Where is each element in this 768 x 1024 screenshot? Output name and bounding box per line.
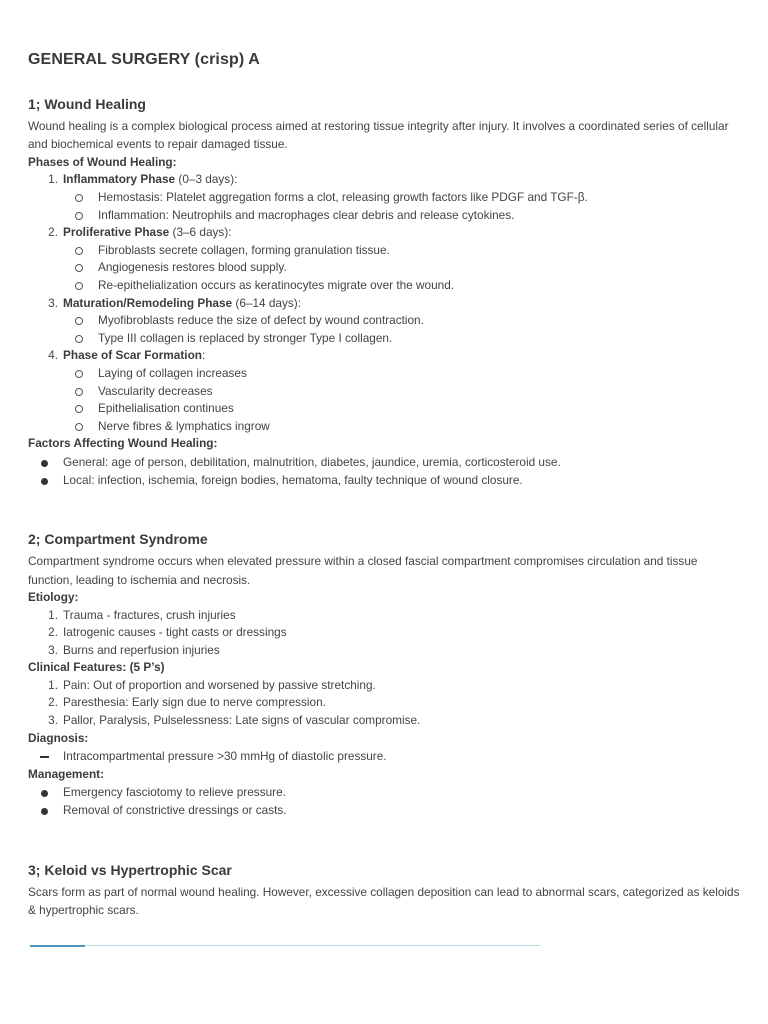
diagnosis-item: Intracompartmental pressure >30 mmHg of diastolic pressure.: [28, 748, 740, 766]
phase-subitem: Type III collagen is replaced by stronger Type I collagen.: [28, 330, 740, 348]
clinical-feature-item: 3. Pallor, Paralysis, Pulselessness: Late signs of vascular compromise.: [48, 713, 421, 728]
wound-healing-intro: Wound healing is a complex biological process aimed at restoring tissue integrity after injury. It involves a coordinated series of cellular and biochemical events to repair damaged tissue.: [28, 119, 729, 152]
compartment-syndrome-intro: Compartment syndrome occurs when elevated pressure within a closed fascial compartment compromises circulation and tissue function, leading to ischemia and necrosis.: [28, 554, 698, 587]
management-item: Emergency fasciotomy to relieve pressure.: [28, 784, 740, 802]
phase-item: 1. Inflammatory Phase (0–3 days):: [48, 172, 238, 187]
phase-subitem: Fibroblasts secrete collagen, forming granulation tissue.: [28, 242, 740, 260]
filled-bullet-icon: [41, 478, 48, 485]
hollow-bullet-icon: [75, 405, 83, 413]
document-title: GENERAL SURGERY (crisp) A: [28, 51, 260, 68]
phase-subitem: Angiogenesis restores blood supply.: [28, 259, 740, 277]
hollow-bullet-icon: [75, 317, 83, 325]
filled-bullet-icon: [41, 808, 48, 815]
hollow-bullet-icon: [75, 264, 83, 272]
phase-subitem: Myofibroblasts reduce the size of defect by wound contraction.: [28, 312, 740, 330]
factor-item: Local: infection, ischemia, foreign bodies, hematoma, faulty technique of wound closure.: [28, 472, 740, 490]
hollow-bullet-icon: [75, 423, 83, 431]
etiology-item: 2. Iatrogenic causes - tight casts or dressings: [48, 625, 287, 640]
etiology-label: Etiology:: [28, 589, 79, 604]
section-heading-wound-healing: 1; Wound Healing: [28, 96, 146, 112]
factor-item: General: age of person, debilitation, malnutrition, diabetes, jaundice, uremia, corticosteroid use.: [28, 454, 740, 472]
phase-item: 3. Maturation/Remodeling Phase (6–14 days):: [48, 295, 301, 310]
section-divider: [30, 945, 540, 947]
etiology-item: 1. Trauma - fractures, crush injuries: [48, 607, 236, 622]
phase-subitem: Re-epithelialization occurs as keratinocytes migrate over the wound.: [28, 277, 740, 295]
phase-subitem: Epithelialisation continues: [28, 400, 740, 418]
hollow-bullet-icon: [75, 335, 83, 343]
phases-label: Phases of Wound Healing:: [28, 154, 177, 169]
phase-subitem: Laying of collagen increases: [28, 365, 740, 383]
phase-item: 4. Phase of Scar Formation:: [48, 348, 206, 363]
etiology-item: 3. Burns and reperfusion injuries: [48, 642, 220, 657]
hollow-bullet-icon: [75, 282, 83, 290]
section-heading-keloid-vs-hypertrophic-scar: 3; Keloid vs Hypertrophic Scar: [28, 861, 232, 878]
document-page: [28, 49, 740, 919]
hollow-bullet-icon: [75, 370, 83, 378]
hollow-bullet-icon: [75, 194, 83, 202]
hollow-bullet-icon: [75, 247, 83, 255]
filled-bullet-icon: [41, 460, 48, 467]
hollow-bullet-icon: [75, 212, 83, 220]
phase-subitem: Hemostasis: Platelet aggregation forms a clot, releasing growth factors like PDGF and TGF-β.: [28, 189, 740, 207]
phase-item: 2. Proliferative Phase (3–6 days):: [48, 225, 232, 240]
clinical-feature-item: 1. Pain: Out of proportion and worsened by passive stretching.: [48, 677, 376, 692]
management-item: Removal of constrictive dressings or casts.: [28, 802, 740, 820]
dash-bullet-icon: [40, 756, 49, 758]
hollow-bullet-icon: [75, 388, 83, 396]
diagnosis-label: Diagnosis:: [28, 730, 89, 745]
phase-subitem: Inflammation: Neutrophils and macrophages clear debris and release cytokines.: [28, 207, 740, 225]
section-heading-compartment-syndrome: 2; Compartment Syndrome: [28, 531, 208, 548]
clinical-features-label: Clinical Features: (5 P’s): [28, 660, 165, 675]
management-label: Management:: [28, 766, 105, 781]
phase-subitem: Vascularity decreases: [28, 383, 740, 401]
phase-subitem: Nerve fibres & lymphatics ingrow: [28, 418, 740, 436]
factors-label: Factors Affecting Wound Healing:: [28, 436, 218, 451]
keloid-intro: Scars form as part of normal wound healing. However, excessive collagen deposition can lead to abnormal scars, categorized as keloids & hypertrophic scars.: [28, 884, 740, 918]
clinical-feature-item: 2. Paresthesia: Early sign due to nerve compression.: [48, 695, 326, 710]
filled-bullet-icon: [41, 790, 48, 797]
